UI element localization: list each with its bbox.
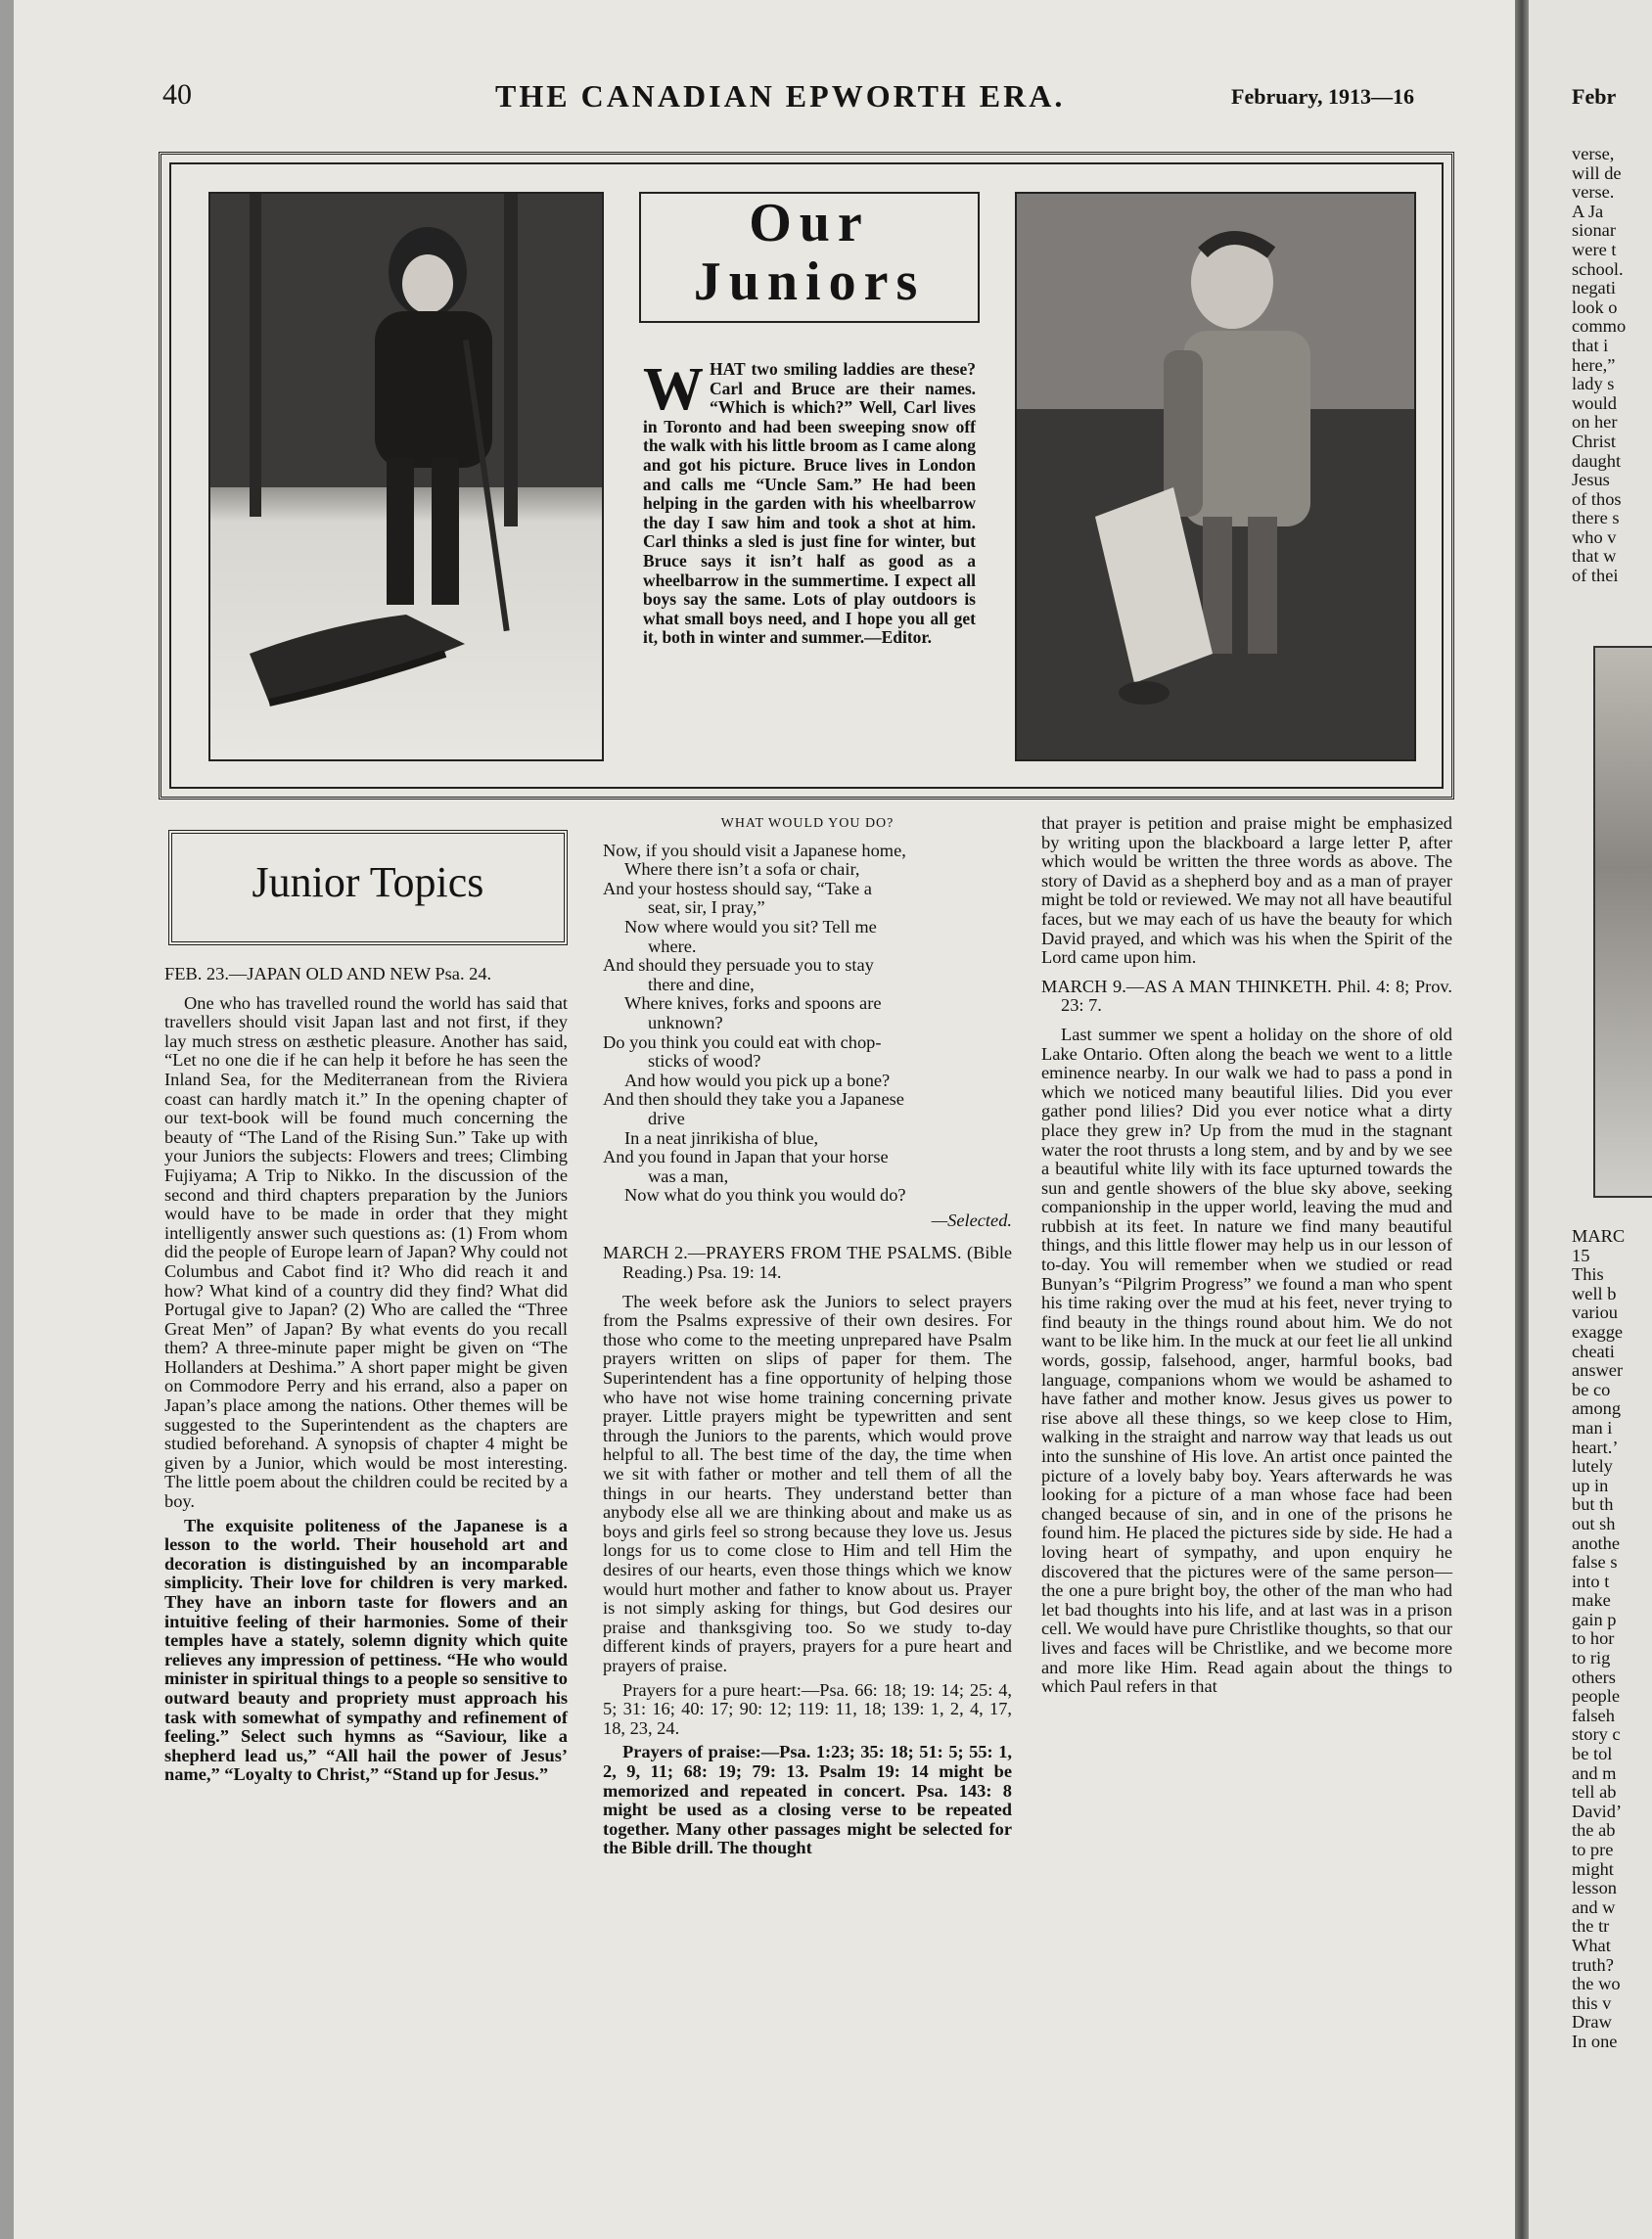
text-fragment: make xyxy=(1572,1590,1611,1611)
text-fragment: that w xyxy=(1572,546,1617,567)
poem-line: Now where would you sit? Tell me xyxy=(624,916,877,937)
text-fragment: answer xyxy=(1572,1360,1624,1381)
text-fragment: be co xyxy=(1572,1379,1611,1399)
junior-topics-heading: Junior Topics xyxy=(252,858,484,906)
paragraph: One who has travelled round the world has said that travellers should visit Japan last and not first, if they lay much stress on æsthetic pleasure. Another has said, “Let no one die if he can help it before he has seen the Inland Sea, for the Mediterranean from the Riviera coast can hardly match it.” In the opening chapter of our text-book will be found much concerning the beauty of “The Land of the Rising Sun.” Take up with your Juniors the subjects: Flowers and trees; Climbing Fujiyama; A Trip to Nikko. In the discussion of the second and third chapters preparation by the Juniors would have to be made in order that they might intelligently answer such questions as: (1) From whom did the people of Europe learn of Japan? Why could not Columbus and Cabot find it? Who did reach it and how? What kind of a country did they find? What did Portugal give to Japan? (2) Who are called the “Three Great Men” of Japan? By what events do you recall them? A three-minute paper might be given on “The Hollanders at Deshima.” A short paper might be given on Commodore Perry and his errand, also a paper on Japan’s place among the nations. Other themes will be suggested to the Superintendent as the chapters are studied beforehand. A synopsis of chapter 4 might be given by a Junior, which would be most interesting. The little poem about the children could be recited by a boy. xyxy=(164,992,568,1512)
text-fragment: heart.’ xyxy=(1572,1437,1619,1457)
drop-cap: W xyxy=(643,356,704,423)
poem-line: there and dine, xyxy=(648,974,755,994)
poem-line: And should they persuade you to stay xyxy=(603,955,874,976)
text-fragment: well b xyxy=(1572,1283,1617,1303)
text-fragment: man i xyxy=(1572,1417,1613,1438)
poem-credit: —Selected. xyxy=(931,1210,1012,1230)
poem-line: Now, if you should visit a Japanese home, xyxy=(603,840,906,860)
column-2 xyxy=(603,814,1012,1863)
text-fragment: lesson xyxy=(1572,1878,1617,1898)
paragraph: Prayers for a pure heart:—Psa. 66: 18; 19: 14; 25: 4, 5; 31: 16; 40: 17; 90: 12; 119: 11, 18; 139: 1, 2, 4, 17, 18, 23, 24. xyxy=(603,1679,1012,1738)
text-fragment: A Ja xyxy=(1572,201,1604,221)
poem-line: And how would you pick up a bone? xyxy=(624,1070,891,1090)
poem-line: And you found in Japan that your horse xyxy=(603,1147,889,1167)
feature-frame xyxy=(169,162,1444,789)
text-fragment: sionar xyxy=(1572,220,1616,241)
poem-line: In a neat jinrikisha of blue, xyxy=(624,1127,819,1148)
publication-title: THE CANADIAN EPWORTH ERA. xyxy=(495,78,1066,114)
text-fragment: variou xyxy=(1572,1302,1618,1323)
text-fragment: exagge xyxy=(1572,1321,1624,1342)
text-fragment: look o xyxy=(1572,297,1618,317)
text-fragment: to pre xyxy=(1572,1840,1614,1859)
junior-topics-heading-box xyxy=(168,830,568,945)
text-fragment: the ab xyxy=(1572,1820,1616,1841)
text-fragment: up in xyxy=(1572,1475,1609,1495)
poem-line: Where there isn’t a sofa or chair, xyxy=(624,859,860,880)
text-fragment: MARC xyxy=(1572,1226,1626,1246)
text-fragment: Christ xyxy=(1572,431,1616,451)
paragraph: Last summer we spent a holiday on the shore of old Lake Ontario. Often along the beach we went to a little eminence nearby. In our walk we had to pass a pond in which we noticed many beautiful lilies. Did you ever gather pond lilies? Did you ever notice what a dirty place they grew in? Up from the mud in the stagnant water the root thrusts a long stem, and by and by we see a beautiful white lily with its face upturned towards the sun and gentle showers of the blue sky above, seeking companionship in the upper world, leaving the mud and rubbish at its feet. In nature we find many beautiful things, and this little flower may help us in our lesson of to-day. You will remember when we studied or read Bunyan’s “Pilgrim Progress” we found a man who spent his time raking over the mud at his feet, never trying to find beauty in the things round about him. We do not want to be like him. In the muck at our feet lie all unkind words, gossip, falsehood, anger, harmful books, bad language, companions whom we would be ashamed to have father and mother know. Jesus gives us power to rise above all these things, so we keep close to Him, walking in the straight and narrow way that leads us out into the sunshine of His love. An artist once painted the picture of a lovely baby boy. Years afterwards he was looking for a picture of a man whose face had been changed because of sin, and in one of the prisons he found him. He placed the pictures side by side. He had a loving heart of sympathy, and upon enquiry he discovered that the pictures were of the same person—the one a pure bright boy, the other of the man who had let bad thoughts into his life, and at last was in a prison cell. We would have pure Christlike thoughts, so that our lives and faces will be Christlike, and we become more and more like Him. Read again about the things to which Paul refers in that xyxy=(1041,1024,1452,1697)
text-fragment: into t xyxy=(1572,1571,1610,1591)
paragraph: that prayer is petition and praise might be emphasized by writing upon the blackboard a large letter P, after which would be written the three words as above. The story of David as a shepherd boy and as a man of prayer might be told or reviewed. We may not all have beautiful faces, but we may each of us have the beauty for which David prayed, and which was his when the Spirit of the Lord came upon him. xyxy=(1041,813,1452,968)
title-box xyxy=(639,192,980,323)
next-page-photo xyxy=(1593,646,1652,1198)
text-fragment: Jesus xyxy=(1572,470,1610,490)
issue-date: February, 1913—16 xyxy=(1231,84,1414,109)
text-fragment: will de xyxy=(1572,162,1622,183)
topic-heading-feb-23: FEB. 23.—JAPAN OLD AND NEW Psa. 24. xyxy=(164,964,492,983)
poem-title: WHAT WOULD YOU DO? xyxy=(720,816,895,831)
poem-line: And then should they take you a Japanese xyxy=(603,1089,904,1110)
text-fragment: here,” xyxy=(1572,354,1616,375)
book-spine xyxy=(1515,0,1529,2239)
poem-line: And your hostess should say, “Take a xyxy=(603,878,872,898)
text-fragment: others xyxy=(1572,1667,1616,1687)
text-fragment: false s xyxy=(1572,1552,1618,1573)
paragraph: The week before ask the Juniors to select prayers from the Psalms expressive of their own desires. For those who come to the meeting unprepared have Psalm prayers written on slips of paper for them. The Superintendent has a fine opportunity of helping those who have not wise home training concerning private prayer. Little prayers might be typewritten and sent through the Juniors to the parents, which would prove helpful to all. The best time of the day, the time when we sit with father or mother and tell them of all the things in our hearts. They understand better than anybody else all we are thinking about and make us as boys and girls feel so strong because they love us. Jesus longs for us to come close to Him and tell Him the desires of our hearts, even those things which we know would hurt mother and father to know about us. Prayer is not simply asking for things, but God desires our praise and thanksgiving too. So we study to-day different kinds of prayers, prayers for a pure heart and prayers of praise. xyxy=(603,1291,1012,1675)
text-fragment: daught xyxy=(1572,450,1622,471)
text-fragment: were t xyxy=(1572,239,1617,259)
our-juniors-feature xyxy=(159,152,1454,800)
paragraph: The exquisite politeness of the Japanese is a lesson to the world. Their household art and decoration is distinguished by an incomparable simplicity. Their love for children is very marked. They have an inborn taste for flowers and an intuitive feeling of their harmonies. Some of their temples have a stately, solemn dignity which quite relieves any impression of pettiness. “He who would minister in spiritual things to a people so sensitive to outward beauty and propriety must approach his task with somewhat of sympathy and refinement of feeling.” Select such hymns as “Saviour, like a shepherd lead us,” “All hail the power of Jesus’ name,” “Loyalty to Christ,” “Stand up for Jesus.” xyxy=(164,1515,568,1785)
next-page-text-top xyxy=(1572,145,1626,586)
poem-line: unknown? xyxy=(648,1012,723,1032)
poem-line: Where knives, forks and spoons are xyxy=(624,993,882,1014)
page-left xyxy=(14,0,1515,2239)
text-fragment: gain p xyxy=(1572,1609,1617,1629)
column-1 xyxy=(164,955,568,1790)
text-fragment: out sh xyxy=(1572,1513,1616,1533)
text-fragment: and m xyxy=(1572,1762,1617,1783)
text-fragment: This xyxy=(1572,1264,1604,1285)
text-fragment: negati xyxy=(1572,278,1616,298)
text-fragment: the wo xyxy=(1572,1974,1621,1994)
text-fragment: who v xyxy=(1572,526,1617,547)
text-fragment: David’ xyxy=(1572,1801,1623,1821)
text-fragment: truth? xyxy=(1572,1954,1614,1975)
text-fragment: on her xyxy=(1572,412,1618,433)
photo-boy-with-wheelbarrow xyxy=(1015,192,1416,761)
text-fragment: verse, xyxy=(1572,144,1615,163)
poem-line: was a man, xyxy=(648,1165,729,1186)
text-fragment: What xyxy=(1572,1935,1611,1955)
text-fragment: falseh xyxy=(1572,1705,1615,1725)
photo-boy-with-broom-and-sled xyxy=(208,192,604,761)
text-fragment: that i xyxy=(1572,335,1609,355)
text-fragment: might xyxy=(1572,1858,1614,1879)
poem-line: Now what do you think you would do? xyxy=(624,1185,906,1206)
text-fragment: cheati xyxy=(1572,1341,1615,1361)
page-number: 40 xyxy=(162,78,192,111)
text-fragment: tell ab xyxy=(1572,1782,1617,1803)
title-juniors: Juniors xyxy=(693,251,926,312)
paragraph: Prayers of praise:—Psa. 1:23; 35: 18; 51: 5; 55: 1, 2, 9, 11; 68: 19; 79: 13. Psalm 19: 14 might be memorized and repeated in concert. Psa. 143: 8 might be used as a closing verse to be repeated together. Many other passages might be selected for the Bible drill. The thought xyxy=(603,1742,1012,1858)
text-fragment: of thei xyxy=(1572,566,1619,586)
intro-text: HAT two smiling laddies are these? Carl and Bruce are their names. “Which is which?” Well, Carl lives in Toronto and had been sweeping snow off the walk with his little broom as I came along and got his picture. Bruce lives in London and calls me “Uncle Sam.” He had been helping in the garden with his wheelbarrow the day I saw him and took a shot at him. Carl thinks a sled is just fine for winter, but Bruce says it isn’t half as good as a wheelbarrow in the summertime. I expect all boys say the same. Lots of play outdoors is what small boys need, and I hope you all get it, both in winter and summer.—Editor. xyxy=(643,359,976,648)
text-fragment: be tol xyxy=(1572,1744,1613,1764)
text-fragment: verse. xyxy=(1572,182,1615,203)
text-fragment: to hor xyxy=(1572,1628,1615,1649)
poem-line: Do you think you could eat with chop- xyxy=(603,1031,882,1052)
text-fragment: lutely xyxy=(1572,1456,1613,1477)
poem-line: drive xyxy=(648,1108,685,1128)
text-fragment: In one xyxy=(1572,2031,1618,2051)
poem-line: seat, sir, I pray,” xyxy=(648,897,765,918)
next-page-header: Febr xyxy=(1572,84,1617,109)
text-fragment: of thos xyxy=(1572,488,1622,509)
topic-heading-march-9: MARCH 9.—AS A MAN THINKETH. Phil. 4: 8; Prov. 23: 7. xyxy=(1041,976,1452,1016)
text-fragment: people xyxy=(1572,1686,1621,1707)
text-fragment: school. xyxy=(1572,258,1624,279)
topic-heading-march-2: MARCH 2.—PRAYERS FROM THE PSALMS. (Bible Reading.) Psa. 19: 14. xyxy=(603,1243,1012,1283)
intro-paragraph xyxy=(643,356,976,648)
text-fragment: but th xyxy=(1572,1494,1614,1515)
text-fragment: the tr xyxy=(1572,1916,1610,1937)
text-fragment: this v xyxy=(1572,1992,1612,2013)
poem xyxy=(603,842,1012,1206)
text-fragment: and w xyxy=(1572,1896,1616,1917)
text-fragment: story c xyxy=(1572,1724,1621,1745)
title-our: Our xyxy=(749,193,870,253)
column-3 xyxy=(1041,814,1452,1702)
text-fragment: lady s xyxy=(1572,374,1615,394)
text-fragment: anothe xyxy=(1572,1532,1621,1553)
text-fragment: commo xyxy=(1572,316,1627,337)
text-fragment: would xyxy=(1572,392,1617,413)
page-right-partial xyxy=(1529,0,1652,2239)
text-fragment: 15 xyxy=(1572,1245,1590,1265)
poem-line: where. xyxy=(648,936,697,956)
text-fragment: Draw xyxy=(1572,2012,1612,2033)
next-page-text-bottom xyxy=(1572,1227,1625,2052)
text-fragment: to rig xyxy=(1572,1648,1611,1668)
poem-line: sticks of wood? xyxy=(648,1051,761,1072)
text-fragment: there s xyxy=(1572,508,1620,528)
text-fragment: among xyxy=(1572,1398,1622,1419)
